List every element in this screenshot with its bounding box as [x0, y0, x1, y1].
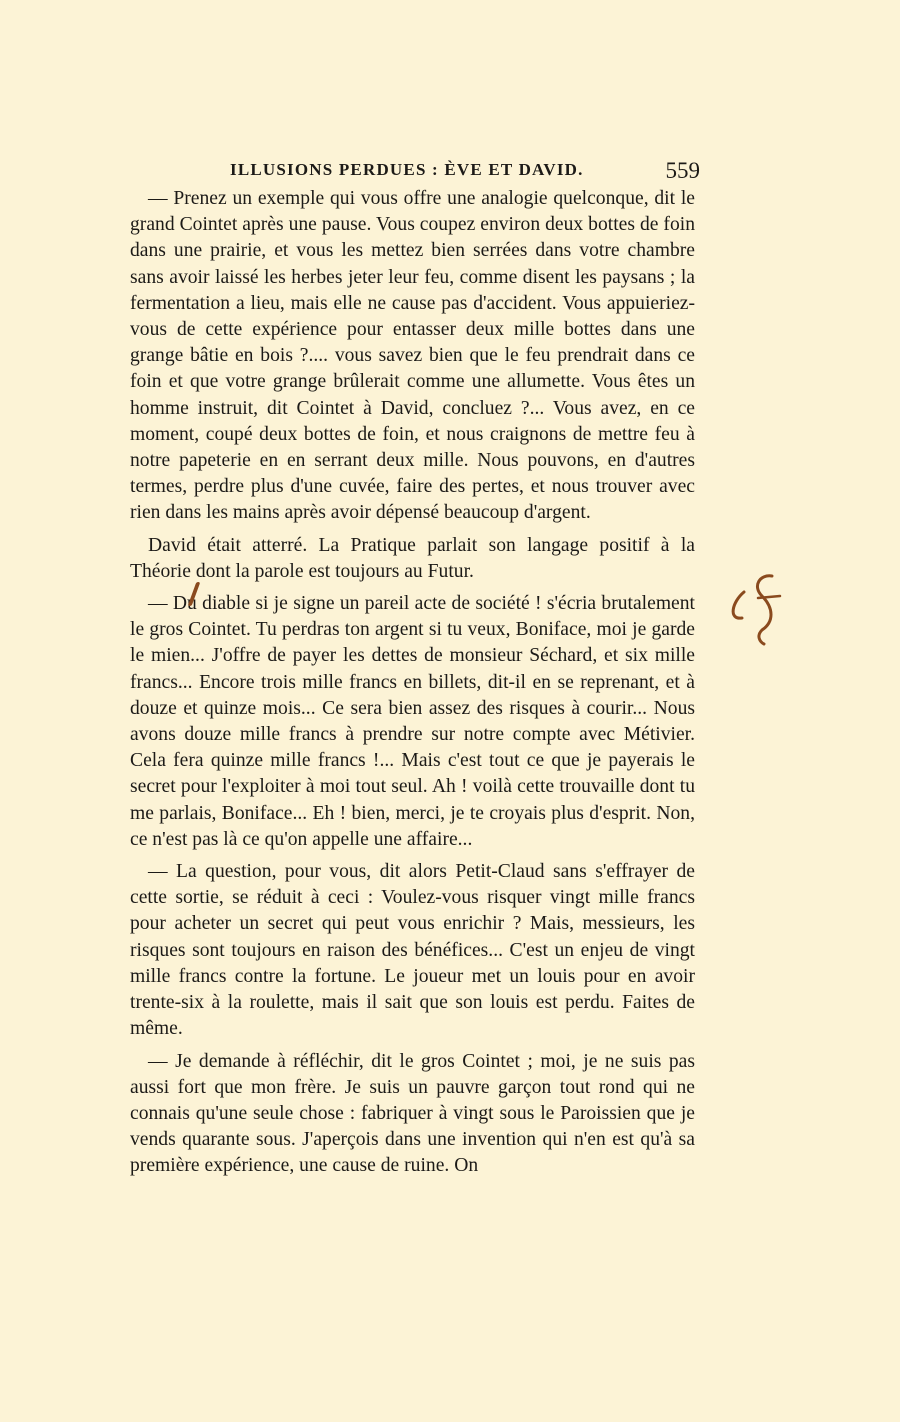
paragraph: — Du diable si je signe un pareil acte de société ! s'écria brutalement le gros Cointet. Tu perdras ton argent si tu veux, Boniface, moi je garde le mien... J'offre de payer les dettes de monsieur Séchard, et six mille francs... Encore trois mille francs en billets, dit-il en se reprenant, et à douze et quinze mois... Ce sera bien assez des risques à courir... Nous avons douze mille francs à prendre sur notre compte avec Métivier. Cela fera quinze mille francs !... Mais c'est tout ce que je payerais le secret pour l'exploiter à moi tout seul. Ah ! voilà cette trouvaille dont tu me parlais, Boniface... Eh ! bien, merci, je te croyais plus d'esprit. Non, ce n'est pas là ce qu'on appelle une affaire...	[130, 593, 695, 850]
paragraph: — La question, pour vous, dit alors Petit-Claud sans s'effrayer de cette sortie, se réduit à ceci : Voulez-vous risquer vingt mille francs pour acheter un secret qui peut vous enrichir ? Mais, messieurs, les risques sont toujours en raison des bénéfices... C'est un enjeu de vingt mille francs contre la fortune. Le joueur met un louis pour en avoir trente-six à la roulette, mais il sait que son louis est perdu. Faites de même.	[130, 861, 695, 1040]
page-number: 559	[665, 158, 700, 183]
running-head: ILLUSIONS PERDUES : ÈVE ET DAVID.	[230, 160, 584, 179]
paragraph: David était atterré. La Pratique parlait son langage positif à la Théorie dont la parole est toujours au Futur.	[130, 534, 695, 582]
paragraph: — Prenez un exemple qui vous offre une analogie quelconque, dit le grand Cointet après une pause. Vous coupez environ deux bottes de foin dans une prairie, et vous les mettez bien serrées dans votre chambre sans avoir laissé les herbes jeter leur feu, comme disent les paysans ; la fermentation a lieu, mais elle ne cause pas d'accident. Vous appuieriez-vous de cette expérience pour entasser deux mille bottes dans une grange bâtie en bois ?.... vous savez bien que le feu prendrait dans ce foin et que votre grange brûlerait comme une allumette. Vous êtes un homme instruit, dit Cointet à David, concluez ?... Vous avez, en ce moment, coupé deux bottes de foin, et nous craignons de mettre feu à notre papeterie en en serrant deux mille. Nous pouvons, en d'autres termes, perdre plus d'une cuvée, faire des pertes, et nous trouver avec rien dans les mains après avoir dépensé beaucoup d'argent.	[130, 188, 695, 524]
body-text	[130, 186, 695, 1186]
page-header	[130, 158, 700, 188]
paragraph: — Je demande à réfléchir, dit le gros Cointet ; moi, je ne suis pas aussi fort que mon frère. Je suis un pauvre garçon tout rond qui ne connais qu'une seule chose : fabriquer à vingt sous le Paroissien que je vends quarante sous. J'aperçois dans une invention qui n'en est qu'à sa première expérience, une cause de ruine. On	[130, 1050, 695, 1177]
handwritten-margin-mark-icon	[722, 568, 792, 648]
